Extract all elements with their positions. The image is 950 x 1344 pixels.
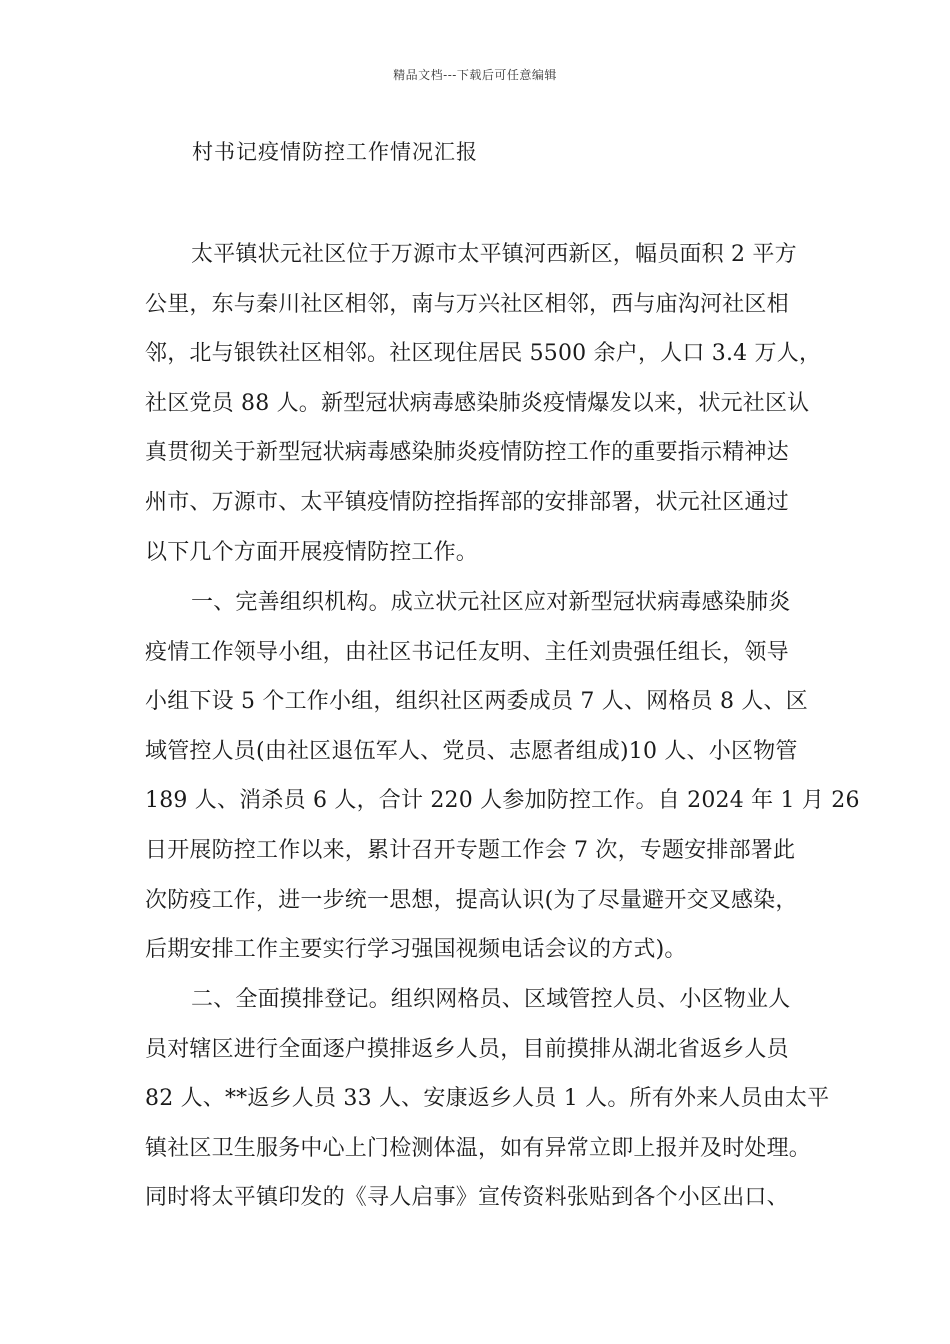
paragraph-line: 189 人、消杀员 6 人，合计 220 人参加防控工作。自 2024 年 1 月 26: [145, 788, 860, 814]
paragraph-line: 以下几个方面开展疫情防控工作。: [145, 539, 479, 565]
paragraph-line: 社区党员 88 人。新型冠状病毒感染肺炎疫情爆发以来，状元社区认: [145, 390, 810, 416]
paragraph-first-line: 太平镇状元社区位于万源市太平镇河西新区，幅员面积 2 平方: [191, 242, 797, 267]
paragraph-line: 疫情工作领导小组，由社区书记任友明、主任刘贵强任组长，领导: [145, 639, 789, 665]
paragraph-line: 员对辖区进行全面逐户摸排返乡人员，目前摸排从湖北省返乡人员: [145, 1036, 789, 1062]
paragraph-line: 邻，北与银铁社区相邻。社区现住居民 5500 余户，人口 3.4 万人，: [145, 341, 822, 367]
paragraph-line: 公里，东与秦川社区相邻，南与万兴社区相邻，西与庙沟河社区相: [145, 291, 789, 317]
paragraph-line: 真贯彻关于新型冠状病毒感染肺炎疫情防控工作的重要指示精神达: [145, 440, 789, 466]
paragraph-first-line: 一、完善组织机构。成立状元社区应对新型冠状病毒感染肺炎: [191, 590, 791, 615]
paragraph-line: 域管控人员(由社区退伍军人、党员、志愿者组成)10 人、小区物管: [145, 738, 798, 764]
paragraph-line: 82 人、**返乡人员 33 人、安康返乡人员 1 人。所有外来人员由太平: [145, 1086, 830, 1112]
paragraph-line: 次防疫工作，进一步统一思想，提高认识(为了尽量避开交叉感染，: [145, 887, 798, 913]
paragraph-first-line: 二、全面摸排登记。组织网格员、区域管控人员、小区物业人: [191, 987, 791, 1012]
paragraph-line: 日开展防控工作以来，累计召开专题工作会 7 次，专题安排部署此: [145, 838, 796, 863]
paragraph-line: 小组下设 5 个工作小组，组织社区两委成员 7 人、网格员 8 人、区: [145, 689, 808, 715]
document-title: 村书记疫情防控工作情况汇报: [192, 140, 478, 164]
paragraph-line: 州市、万源市、太平镇疫情防控指挥部的安排部署，状元社区通过: [145, 490, 789, 515]
paragraph-line: 后期安排工作主要实行学习强国视频电话会议的方式)。: [145, 937, 687, 963]
header-note: 精品文档---下载后可任意编辑: [393, 68, 557, 82]
paragraph-line: 镇社区卫生服务中心上门检测体温，如有异常立即上报并及时处理。: [145, 1135, 812, 1161]
paragraph-line: 同时将太平镇印发的《寻人启事》宣传资料张贴到各个小区出口、: [145, 1185, 789, 1211]
